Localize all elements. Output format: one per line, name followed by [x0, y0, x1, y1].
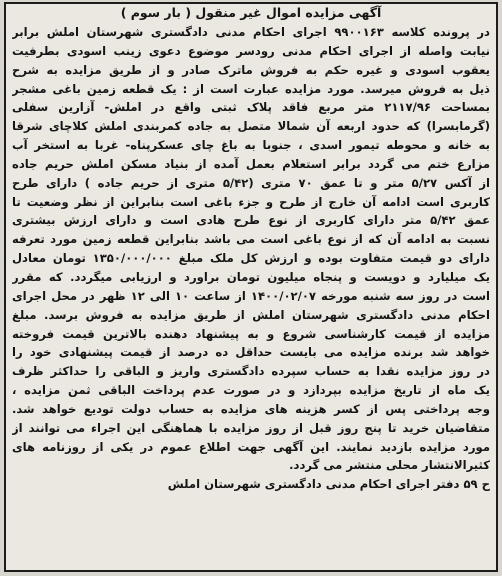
notice-title: آگهی مزایده اموال غیر منقول ( بار سوم ): [120, 5, 382, 20]
notice-line: مورد مزایده بازدید نمایند. این آگهی جهت اطلاع عموم در یکی از روزنامه های: [12, 439, 490, 454]
notice-line: نیابت واصله از اجرای احکام مدنی رودسر موضوع دعوی زینب اسودی بطرفیت: [12, 43, 490, 58]
notice-signature: ح ۵۹ دفتر اجرای احکام مدنی دادگستری شهرستان املش: [167, 477, 490, 492]
notice-line: کاربری است ادامه آن خارج از طرح و جزء باغی است بنابراین از نظر وضعیت تا: [12, 194, 490, 209]
notice-line: (گرمابسرا) که حدود اربعه آن شمالا متصل به جاده کمربندی املش کلاچای شرقا: [12, 119, 490, 134]
notice-line: کثیرالانتشار محلی منتشر می گردد.: [289, 458, 490, 473]
notice-line: یعقوب اسودی و غیره حکم به فروش ماترک صادر و از طریق مزایده به شرح: [12, 62, 490, 77]
notice-line: در روز مزایده نقدا به حساب سپرده دادگستری واریز و الباقی را حداکثر ظرف: [12, 364, 490, 379]
notice-line: بمساحت ۲۱۱۷/۹۶ متر مربع فاقد پلاک ثبتی واقع در املش- آزارین سفلی: [12, 100, 490, 115]
notice-line: مزایده از قیمت کارشناسی شروع و به پیشنهاد دهنده بالاترین قیمت فروخته: [12, 326, 490, 341]
notice-line: یک ماه از تاریخ مزایده بپردازد و در صورت عدم پرداخت الباقی ثمن مزایده ،: [12, 383, 490, 398]
notice-line: نسبت به ادامه آن که از نوع باغی است می باشد بنابراین قطعه زمین مورد تعرفه: [12, 232, 490, 247]
notice-body: [6, 23, 496, 493]
notice-line: است در روز سه شنبه مورخه ۱۴۰۰/۰۲/۰۷ از ساعت ۱۰ الی ۱۲ ظهر در محل اجرای: [12, 288, 490, 303]
notice-box: [4, 2, 498, 572]
notice-line: در پرونده کلاسه ۹۹۰۰۱۶۳ اجرای احکام مدنی دادگستری شهرستان املش برابر: [12, 25, 490, 39]
notice-line: متقاضیان خرید تا پنج روز قبل از روز مزایده با هماهنگی این اجراء می توانند از: [12, 420, 490, 435]
notice-line: احکام مدنی دادگستری شهرستان املش از طریق مزایده به فروش برسد. مبلغ: [12, 307, 490, 322]
notice-line: ذیل به فروش میرسد. مورد مزایده عبارت است از : یک قطعه زمین باغی مشجر: [12, 81, 490, 96]
notice-line: به خانه و محوطه تیمور اسدی ، جنوبا به باغ چای عسکرپناه- غربا به استخر آب: [12, 138, 490, 153]
notice-line: خواهد شد برنده مزایده می بایست حداقل ده درصد از قیمت پیشنهادی خود را: [12, 345, 490, 360]
notice-line: دارای دو قیمت متفاوت بوده و ارزش کل ملک مبلغ ۱۳۵۰/۰۰۰/۰۰۰ تومان معادل: [12, 251, 490, 266]
notice-line: یک میلیارد و دویست و پنجاه میلیون تومان براورد و ارزیابی میگردد. که مقرر: [12, 269, 490, 284]
notice-line: وجه پرداختی پس از کسر هزینه های مزایده به حساب دولت تودیع خواهد شد.: [12, 401, 490, 416]
notice-line: عمق ۵/۴۲ متر دارای کاربری از نوع طرح هادی است و دارای ارزش بیشتری: [12, 213, 490, 228]
notice-line: از آکس ۵/۲۷ متر و تا عمق ۷۰ متری (۵/۴۲ متری از حریم جاده ) دارای طرح: [12, 175, 490, 190]
notice-line: مزارع ختم می گردد برابر استعلام بعمل آمده از بنیاد مسکن املش حریم جاده: [12, 156, 490, 171]
